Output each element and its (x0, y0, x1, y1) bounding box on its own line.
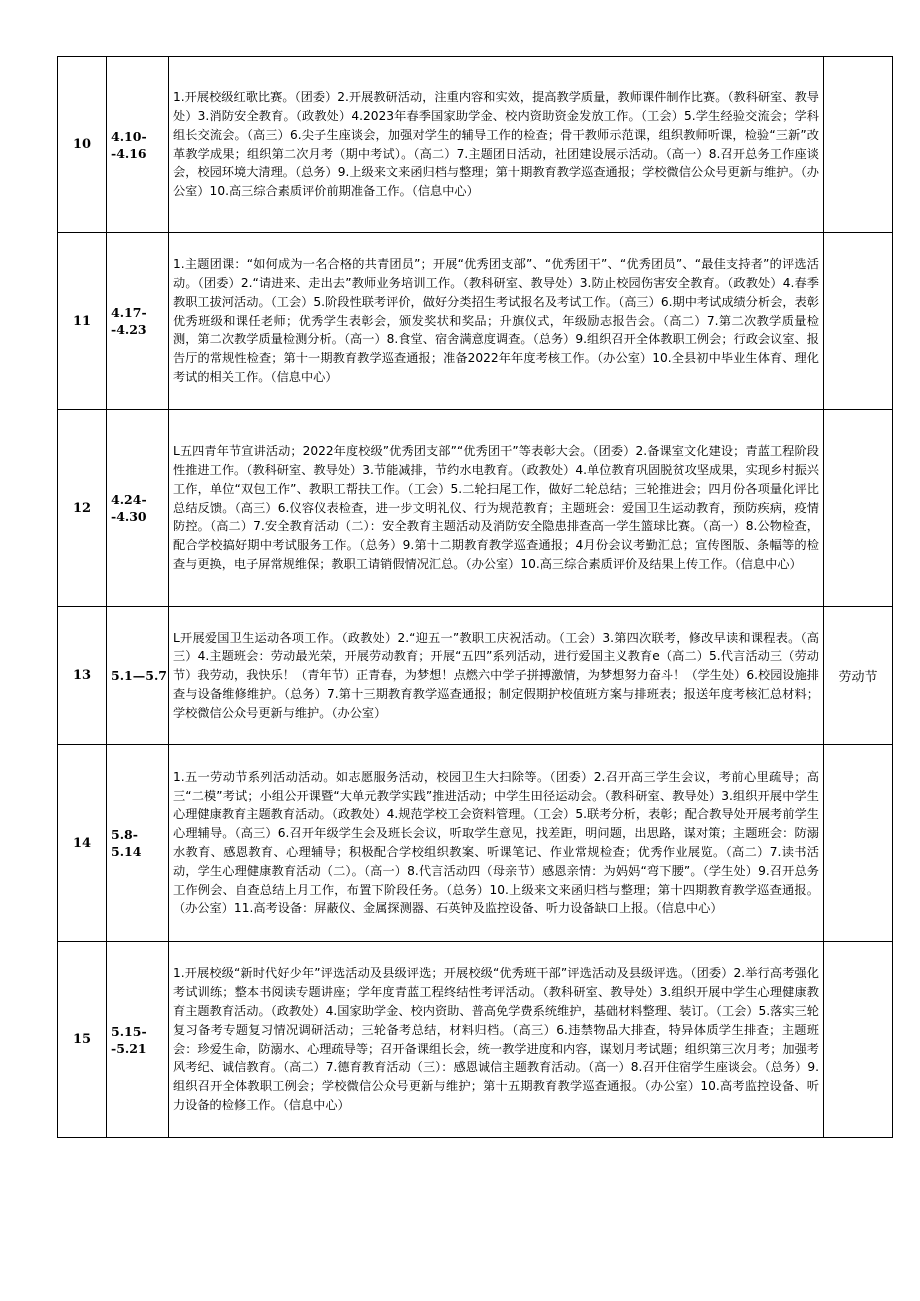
week-number: 12 (58, 410, 107, 607)
work-content: L五四青年节宣讲活动；2022年度校级”优秀团支部”“优秀团干”等表彰大会。（团委）2.备课室文化建设；青蓝工程阶段性推进工作。（教科研室、教导处）3.节能减排，节约水电教育。（政教处）4.单位教育巩固脱贫攻坚成果，实现乡村振兴工作，单位“双包工作”、教职工帮扶工作。（工会）5.二轮扫尾工作，做好二轮总结；三轮推进会；四月份各项量化评比总结反馈。（高三）6.仪容仪表检查，进一步文明礼仪、行为规范教育；主题班会：爱国卫生运动教育，预防疾病，疫情防控。（高二）7.安全教育活动（二）：安全教育主题活动及消防安全隐患排查高一学生篮球比赛。（高一）8.公物检查，配合学校搞好期中考试服务工作。（总务）9.第十二期教育教学巡查通报；4月份会议考勤汇总；宣传图版、条幅等的检查与更换，电子屏常规维保；教职工请销假情况汇总。（办公室）10.高三综合素质评价及结果上传工作。（信息中心） (169, 410, 824, 607)
table-row (58, 410, 893, 607)
date-range: 5.8-5.14 (107, 745, 169, 942)
table-row (58, 607, 893, 745)
date-range: 4.17--4.23 (107, 233, 169, 410)
week-number: 15 (58, 942, 107, 1138)
remark (824, 57, 893, 233)
week-number: 14 (58, 745, 107, 942)
week-number: 13 (58, 607, 107, 745)
date-range: 5.15--5.21 (107, 942, 169, 1138)
table-row (58, 233, 893, 410)
week-number: 11 (58, 233, 107, 410)
remark (824, 233, 893, 410)
week-number: 10 (58, 57, 107, 233)
work-content: 1.五一劳动节系列活动活动。如志愿服务活动，校园卫生大扫除等。（团委）2.召开高三学生会议，考前心里疏导；高三“二模”考试；小组公开课暨“大单元教学实践”推进活动；中学生田径运动会。（教科研室、教导处）3.组织开展中学生心理健康教育主题教育活动。（政教处）4.规范学校工会资料管理。（工会）5.联考分析，表彰；配合教导处开展考前学生心理辅导。（高三）6.召开年级学生会及班长会议，听取学生意见，找差距，明问题，出思路，谋对策；主题班会：防溺水教育、感恩教育、心理辅导；积极配合学校组织教案、听课笔记、作业常规检查；优秀作业展览。（高二）7.读书活动，学生心理健康教育活动（二）。（高一）8.代言活动四（母亲节）感恩亲情：为妈妈“弯下腰”。（学生处）9.召开总务工作例会、自查总结上月工作，布置下阶段任务。（总务）10.上级来文来函归档与整理；第十四期教育教学巡查通报。（办公室）11.高考设备：屏蔽仪、金属探测器、石英钟及监控设备、听力设备缺口上报。（信息中心） (169, 745, 824, 942)
remark: 劳动节 (824, 607, 893, 745)
work-content: 1.开展校级“新时代好少年”评选活动及县级评选；开展校级“优秀班干部”评选活动及县级评选。（团委）2.举行高考强化考试训练；整本书阅读专题讲座；学年度青蓝工程终结性考评活动。（教科研室、教导处）3.组织开展中学生心理健康教育主题教育活动。（政教处）4.国家助学金、校内资助、普高免学费系统维护，基础材料整理、装订。（工会）5.落实三轮复习备考专题复习情况调研活动；三轮备考总结，材料归档。（高三）6.违禁物品大排查，特异体质学生排查；主题班会：珍爱生命，防溺水、心理疏导等；召开备课组长会，统一教学进度和内容，谋划月考试题；组织第三次月考；加强考风考纪、诚信教育。（高二）7.德育教育活动（三）：感恩诚信主题教育活动。（高一）8.召开住宿学生座谈会。（总务）9.组织召开全体教职工例会；学校微信公众号更新与维护；第十五期教育教学巡查通报。（办公室）10.高考监控设备、听力设备的检修工作。（信息中心） (169, 942, 824, 1138)
table-row (58, 942, 893, 1138)
work-content: 1.开展校级红歌比赛。（团委）2.开展教研活动，注重内容和实效，提高教学质量，教师课件制作比赛。（教科研室、教导处）3.消防安全教育。（政教处）4.2023年春季国家助学金、校内资助资金发放工作。（工会）5.学生经验交流会；学科组长交流会。（高三）6.尖子生座谈会，加强对学生的辅导工作的检查；骨干教师示范课，组织教师听课，检验“三新”改革教学成果；组织第二次月考（期中考试）。（高二）7.主题团日活动，社团建设展示活动。（高一）8.召开总务工作座谈会，校园环境大清理。（总务）9.上级来文来函归档与整理；第十期教育教学巡查通报；学校微信公众号更新与维护。（办公室）10.高三综合素质评价前期准备工作。（信息中心） (169, 57, 824, 233)
remark (824, 745, 893, 942)
date-range: 5.1—5.7 (107, 607, 169, 745)
remark (824, 942, 893, 1138)
date-range: 4.10--4.16 (107, 57, 169, 233)
work-content: L开展爱国卫生运动各项工作。（政教处）2.“迎五一”教职工庆祝活动。（工会）3.第四次联考，修改早读和课程表。（高三）4.主题班会：劳动最光荣，开展劳动教育；开展“五四”系列活动，进行爱国主义教育e（高二）5.代言活动三（劳动节）我劳动，我快乐！（青年节）正青春，为梦想！点燃六中学子拼搏激情，为梦想努力奋斗！（学生处）6.校园设施排查与设备维修维护。（总务）7.第十三期教育教学巡查通报；制定假期护校值班方案与排班表；报送年度考核汇总材料；学校微信公众号更新与维护。（办公室） (169, 607, 824, 745)
table-row (58, 745, 893, 942)
date-range: 4.24--4.30 (107, 410, 169, 607)
remark (824, 410, 893, 607)
work-content: 1.主题团课：“如何成为一名合格的共青团员”；开展“优秀团支部”、“优秀团干”、“优秀团员”、“最佳支持者”的评选活动。（团委）2.“请进来、走出去”教师业务培训工作。（教科研室、教导处）3.防止校园伤害安全教育。（政教处）4.春季教职工拔河活动。（工会）5.阶段性联考评价，做好分类招生考试报名及考试工作。（高三）6.期中考试成绩分析会，表彰优秀班级和课任老师；优秀学生表彰会，颁发奖状和奖品；升旗仪式，年级励志报告会。（高二）7.第二次教学质量检测，第二次教学质量检测分析。（高一）8.食堂、宿舍满意度调查。（总务）9.组织召开全体教职工例会；行政会议室、报告厅的常规性检查；第十一期教育教学巡查通报；准备2022年年度考核工作。（办公室）10.全县初中毕业生体育、理化考试的相关工作。（信息中心） (169, 233, 824, 410)
table-row (58, 57, 893, 233)
work-plan-table (57, 56, 893, 1138)
